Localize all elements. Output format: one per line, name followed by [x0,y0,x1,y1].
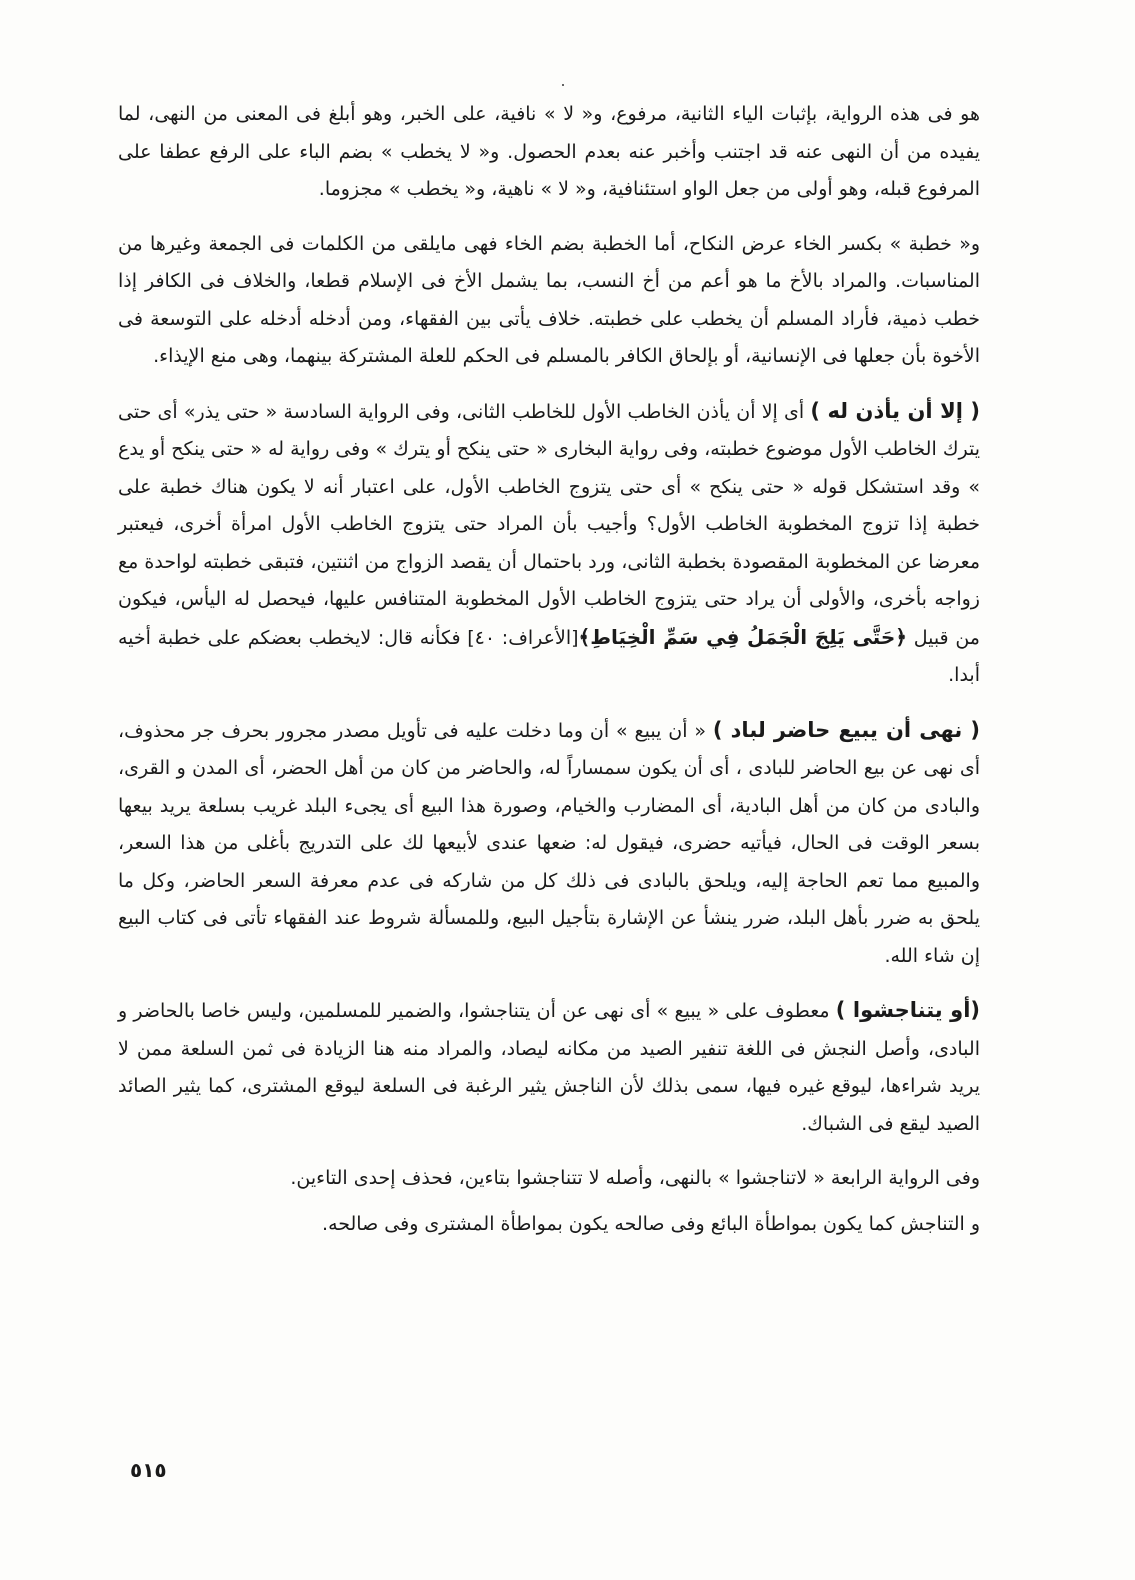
page-number: ٥١٥ [130,1458,167,1482]
paragraph-4-text: « أن يبيع » أن وما دخلت عليه فى تأويل مصدر مجرور بحرف جر محذوف، أى نهى عن بيع الحاضر للبادى ، أى أن يكون سمساراً له، والحاضر من كان من أهل الحضر، أى المدن و القرى، والبادى من كان من أهل البادية، أى المضارب والخيام، وصورة هذا البيع أى يجىء البلد غريب بسلعة يريد بيعها بسعر الوقت فى الحال، فيأتيه حضرى، فيقول له: ضعها عندى لأبيعها لك على التدريج بأغلى من هذا السعر، والمبيع مما تعم الحاجة إليه، ويلحق بالبادى فى ذلك كل من شاركه فى عدم معرفة السعر الحاضر، وكل ما يلحق به ضرر بأهل البلد، ضرر ينشأ عن الإشارة بتأجيل البيع، وللمسألة شروط عند الفقهاء تأتى فى كتاب البيع إن شاء الله. [118,719,980,967]
paragraph-1 [118,96,980,209]
paragraph-4-heading: ( نهى أن يبيع حاضر لباد ) [712,717,980,742]
paragraph-2-text: و« خطبة » بكسر الخاء عرض النكاح، أما الخطبة بضم الخاء فهى مايلقى من الكلمات فى الجمعة وغيرها من المناسبات. والمراد بالأخ ما هو أعم من أخ النسب، بما يشمل الأخ فى الإسلام قطعا، والخلاف فى الكافر إذا خطب ذمية، فأراد المسلم أن يخطب على خطبته. خلاف يأتى بين الفقهاء، ومن أدخله أدخله على التوسعة فى الأخوة بأن جعلها فى الإنسانية، أو بإلحاق الكافر بالمسلم فى الحكم للعلة المشتركة بينهما، وهى منع الإيذاء. [118,232,980,367]
paragraph-7 [118,1206,980,1244]
page-body [118,96,980,1516]
paragraph-3-text: أى إلا أن يأذن الخاطب الأول للخاطب الثانى، وفى الرواية السادسة « حتى يذر» أى حتى يترك الخاطب الأول موضوع خطبته، وفى رواية البخارى « حتى ينكح أو يترك » وفى رواية له « حتى ينكح أو يدع » وقد استشكل قوله « حتى ينكح » أى حتى يتزوج الخاطب الأول، على اعتبار أنه لا يكون هناك خطبة على خطبة إذا تزوج المخطوبة الخاطب الأول؟ وأجيب بأن المراد حتى يتزوج الخاطب الأول امرأة أخرى، فيعتبر معرضا عن المخطوبة المقصودة بخطبة الثانى، ورد باحتمال أن يقصد الزواج من اثنتين، فتبقى خطبته لواحدة مع زواجه بأخرى، والأولى أن يراد حتى يتزوج الخاطب الأول المخطوبة المتنافس عليها، فيحصل له اليأس، فيكون من قبيل [118,400,980,649]
quran-verse: ﴿حَتَّى يَلِجَ الْجَمَلُ فِي سَمِّ الْخِيَاطِ﴾ [578,624,907,649]
paragraph-6 [118,1160,980,1198]
paragraph-3 [118,393,980,695]
paragraph-2 [118,226,980,376]
paragraph-5 [118,992,980,1143]
scan-mark [562,84,564,86]
paragraph-3-tail: [الأعراف: ٤٠] فكأنه قال: لايخطب بعضكم على خطبة أخيه أبدا. [118,626,980,686]
paragraph-3-heading: ( إلا أن يأذن له ) [810,398,980,423]
paragraph-5-heading: (أو يتناجشوا ) [835,998,981,1022]
paragraph-5-text: معطوف على « يبيع » أى نهى عن أن يتناجشوا، والضمير للمسلمين، وليس خاصا بالحاضر و البادى، وأصل النجش فى اللغة تنفير الصيد من مكانه ليصاد، والمراد منه هنا الزيادة فى ثمن السلعة ممن لا يريد شراءها، ليوقع غيره فيها، سمى بذلك لأن الناجش يثير الرغبة فى السلعة ليوقع المشترى، كما يثير الصائد الصيد ليقع فى الشباك. [118,1000,980,1135]
paragraph-7-text: و التناجش كما يكون بمواطأة البائع وفى صالحه يكون بمواطأة المشترى وفى صالحه. [322,1212,980,1235]
paragraph-6-text: وفى الرواية الرابعة « لاتناجشوا » بالنهى، وأصله لا تتناجشوا بتاءين، فحذف إحدى التاءين. [290,1167,980,1189]
paragraph-1-text: هو فى هذه الرواية، بإثبات الياء الثانية، مرفوع، و« لا » نافية، على الخبر، وهو أبلغ فى المعنى من النهى، لما يفيده من أن النهى عنه قد اجتنب وأخبر عنه بعدم الحصول. و« لا يخطب » بضم الباء على الرفع عطفا على المرفوع قبله، وهو أولى من جعل الواو استئنافية، و« لا » ناهية، و« يخطب » مجزوما. [118,103,980,200]
paragraph-4 [118,712,980,976]
